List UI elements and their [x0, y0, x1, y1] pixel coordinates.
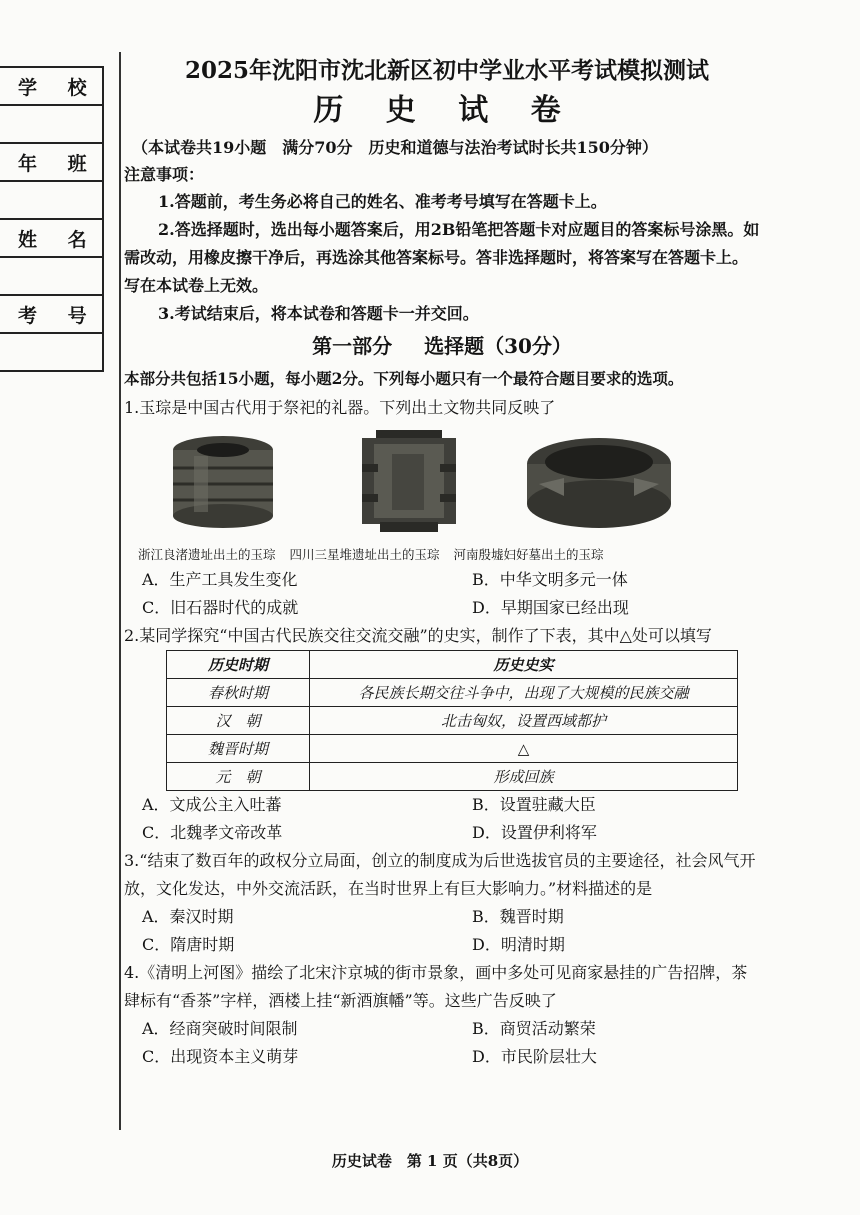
fuhao-tomb-jade-cong-image: [524, 434, 674, 534]
q2-option-d[interactable]: D．设置伊利将军: [472, 823, 597, 842]
q1-option-c[interactable]: C．旧石器时代的成就: [142, 598, 299, 617]
q1-option-d[interactable]: D．早期国家已经出现: [472, 598, 629, 617]
name-label: 姓 名: [0, 220, 102, 258]
q3-option-c[interactable]: C．隋唐时期: [142, 935, 235, 954]
notice-item-2: 2.答选择题时，选出每小题答案后，用2B铅笔把答题卡对应题目的答案标号涂黑。如需改动，用橡皮擦干净后，再选涂其他答案标号。答非选择题时，将答案写在答题卡上。写在本试卷上无效。: [124, 220, 760, 295]
caption-liangzhu: 浙江良渚遗址出土的玉琮: [138, 547, 276, 562]
question-1-options: [124, 566, 760, 622]
question-2-stem: 2.某同学探究“中国古代民族交往交流交融”的史实，制作了下表，其中△处可以填写: [124, 626, 712, 645]
table-cell-fact: 各民族长期交往斗争中，出现了大规模的民族交融: [310, 679, 738, 707]
question-4-stem: 4.《清明上河图》描绘了北宋汴京城的街市景象，画中多处可见商家悬挂的广告招牌，茶肆标有“香茶”字样，酒楼上挂“新酒旗幡”等。这些广告反映了: [124, 963, 748, 1010]
table-row: [167, 707, 738, 735]
ethnic-exchange-table: [166, 650, 738, 791]
question-3-stem: 3.“结束了数百年的政权分立局面，创立的制度成为后世选拔官员的主要途径，社会风气开放，文化发达，中外交流活跃，在当时世界上有巨大影响力。”材料描述的是: [124, 851, 756, 898]
class-label: 年 班: [0, 144, 102, 182]
table-cell-period: 魏晋时期: [167, 735, 310, 763]
jade-cong-images: [124, 424, 760, 544]
question-4-options: [124, 1015, 760, 1071]
name-field: [0, 258, 102, 296]
exam-info: （本试卷共19小题 满分70分 历史和道德与法治考试时长共150分钟）: [132, 138, 658, 157]
q3-option-d[interactable]: D．明清时期: [472, 935, 565, 954]
q2-option-c[interactable]: C．北魏孝文帝改革: [142, 823, 283, 842]
liangzhu-jade-cong-image: [164, 432, 282, 530]
page-footer: 历史试卷 第 1 页（共8页）: [331, 1152, 529, 1170]
table-cell-period: 春秋时期: [167, 679, 310, 707]
table-header-fact: 历史史实: [310, 651, 738, 679]
q4-option-b[interactable]: B．商贸活动繁荣: [472, 1019, 596, 1038]
q4-option-d[interactable]: D．市民阶层壮大: [472, 1047, 597, 1066]
q3-option-b[interactable]: B．魏晋时期: [472, 907, 564, 926]
notice-item-1: 1.答题前，考生务必将自己的姓名、准考考号填写在答题卡上。: [158, 192, 607, 211]
school-field: [0, 106, 102, 144]
table-cell-fact: 北击匈奴，设置西域都护: [310, 707, 738, 735]
school-label: 学 校: [0, 68, 102, 106]
table-cell-fact-blank: △: [310, 735, 738, 763]
exam-title: 2025年沈阳市沈北新区初中学业水平考试模拟测试: [184, 57, 709, 84]
student-info-strip: [0, 66, 104, 372]
notice-heading: 注意事项：: [124, 165, 205, 184]
q1-option-b[interactable]: B．中华文明多元一体: [472, 570, 628, 589]
table-row: [167, 735, 738, 763]
part-one-label: 第一部分: [312, 334, 393, 358]
table-cell-period: 汉 朝: [167, 707, 310, 735]
part-one-type: 选择题（30分）: [424, 334, 572, 358]
part-one-intro: 本部分共包括15小题，每小题2分。下列每小题只有一个最符合题目要求的选项。: [124, 369, 684, 388]
exam-number-field: [0, 334, 102, 372]
sanxingdui-jade-cong-image: [352, 424, 468, 536]
table-header-row: [167, 651, 738, 679]
exam-number-label: 考 号: [0, 296, 102, 334]
notice-item-3: 3.考试结束后，将本试卷和答题卡一并交回。: [158, 304, 479, 323]
class-field: [0, 182, 102, 220]
q2-option-b[interactable]: B．设置驻藏大臣: [472, 795, 596, 814]
jade-cong-captions: [124, 544, 760, 566]
exam-subtitle: 历 史 试 卷: [313, 93, 577, 128]
table-header-period: 历史时期: [167, 651, 310, 679]
exam-page: [124, 54, 760, 1071]
table-cell-fact: 形成回族: [310, 763, 738, 791]
q3-option-a[interactable]: A．秦汉时期: [142, 907, 234, 926]
table-cell-period: 元 朝: [167, 763, 310, 791]
binding-line: [119, 52, 121, 1130]
question-3-options: [124, 903, 760, 959]
question-1-stem: 1.玉琮是中国古代用于祭祀的礼器。下列出土文物共同反映了: [124, 398, 556, 417]
table-row: [167, 679, 738, 707]
caption-fuhao: 河南殷墟妇好墓出土的玉琮: [453, 547, 604, 562]
q4-option-a[interactable]: A．经商突破时间限制: [142, 1019, 298, 1038]
caption-sanxingdui: 四川三星堆遗址出土的玉琮: [289, 547, 440, 562]
table-row: [167, 763, 738, 791]
part-one-heading: [124, 328, 760, 364]
q1-option-a[interactable]: A．生产工具发生变化: [142, 570, 298, 589]
q2-option-a[interactable]: A．文成公主入吐蕃: [142, 795, 282, 814]
q4-option-c[interactable]: C．出现资本主义萌芽: [142, 1047, 299, 1066]
question-2-options: [124, 791, 760, 847]
